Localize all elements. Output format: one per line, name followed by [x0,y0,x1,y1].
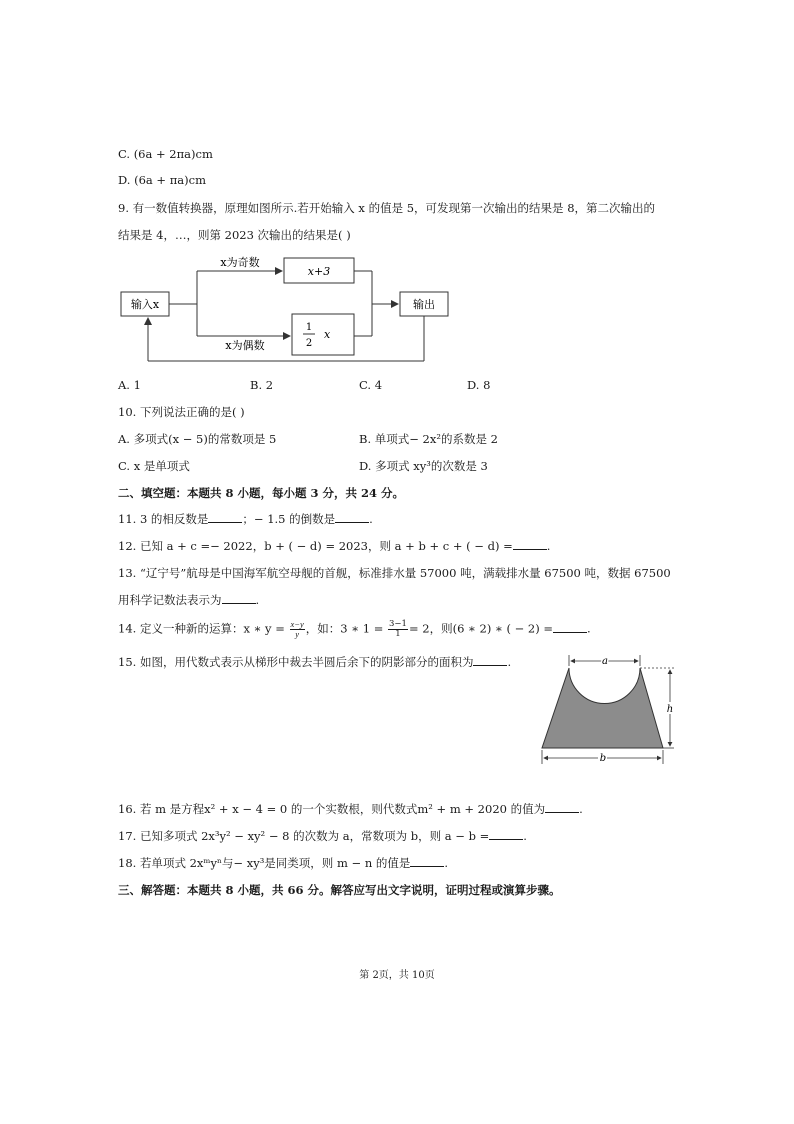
q11-blank-2 [335,512,369,523]
q11-part-a: 11. 3 的相反数是 [118,512,209,526]
q18-blank [410,856,444,867]
q18-part-a: 18. 若单项式 2xᵐyⁿ与− xy³是同类项，则 m − n 的值是 [118,856,411,870]
output-label: 输出 [413,298,435,311]
q17-blank [489,829,523,840]
q14 [118,620,591,639]
q16-part-a: 16. 若 m 是方程x² + x − 4 = 0 的一个实数根，则代数式m² + m + 2020 的值为 [118,802,546,816]
q15-trapezoid-figure [536,652,686,770]
half-variable: x [324,328,331,341]
q14-part-a: 14. 定义一种新的运算：x ∗ y = [118,621,285,636]
q10-option-b: B. 单项式− 2x²的系数是 2 [359,432,498,446]
half-denominator: 2 [305,338,313,349]
label-a: a [602,656,608,667]
q13-part-a: 用科学记数法表示为 [118,593,222,607]
q16 [118,801,583,817]
q15-part-b: . [507,655,512,669]
q14-fraction-1: $\frac{x-y}{y}$ [290,619,304,639]
q9-option-d: D. 8 [467,378,491,392]
q9-stem-line2: 结果是 4，…，则第 2023 次输出的结果是( ) [118,228,351,242]
q16-part-b: . [579,802,583,816]
q13-blank [222,593,256,604]
q18-part-b: . [444,856,449,870]
q15 [118,654,511,670]
q13-line1: 13. “辽宁号”航母是中国海军航空母舰的首舰，标准排水量 57000 吨，满载排水量 67500 吨，数据 67500 [118,566,671,580]
page-footer: 第 2页，共 10页 [359,970,435,981]
even-label: x为偶数 [225,339,265,352]
half-box [292,314,354,355]
q14-part-c: = 2，则(6 ∗ 2) ∗ ( − 2) = [408,621,553,636]
q18 [118,855,448,871]
q11-part-c: . [369,512,373,526]
q12 [118,538,550,554]
q12-part-a: 12. 已知 a + c =− 2022，b + ( − d) = 2023，则 a + b + c + ( − d) = [118,539,513,553]
q9-option-a: A. 1 [118,378,141,392]
input-label: 输入x [130,298,160,311]
odd-label: x为奇数 [220,256,260,269]
q10-option-c: C. x 是单项式 [118,459,190,473]
q17-part-b: . [523,829,527,843]
q8-option-d: D. (6a + πa)cm [118,173,206,187]
q10-option-d: D. 多项式 xy³的次数是 3 [359,459,488,473]
label-b: b [599,753,607,764]
q13-line2 [118,592,259,608]
q17-part-a: 17. 已知多项式 2x³y² − xy² − 8 的次数为 a，常数项为 b，则 a − b = [118,829,490,843]
q16-blank [545,802,579,813]
q12-blank [513,539,547,550]
q10-option-a: A. 多项式(x − 5)的常数项是 5 [118,432,277,446]
label-h: h [666,704,674,715]
q9-stem-line1: 9. 有一数值转换器，原理如图所示.若开始输入 x 的值是 5，可发现第一次输出的结果是 8，第二次输出的 [118,201,656,215]
q14-fraction-2: $\frac{3-1}{1}$ [389,619,407,639]
q9-option-c: C. 4 [359,378,383,392]
q10-stem: 10. 下列说法正确的是( ) [118,405,245,419]
plus3-label: x+3 [307,265,331,278]
q14-part-b: ，如：3 ∗ 1 = [305,621,384,636]
q11-blank-1 [208,512,242,523]
half-numerator: 1 [305,322,313,333]
q15-blank [473,655,507,666]
q12-part-b: . [546,539,551,553]
q8-option-c: C. (6a + 2πa)cm [118,147,213,161]
shaded-region [542,668,663,748]
q15-part-a: 15. 如图，用代数式表示从梯形中裁去半圆后余下的阴影部分的面积为 [118,655,474,669]
q13-part-b: . [255,593,260,607]
q11-part-b: ；− 1.5 的倒数是 [242,512,336,526]
q9-flow-diagram [118,250,458,368]
section2-heading: 二、填空题：本题共 8 小题，每小题 3 分，共 24 分。 [118,486,405,500]
q14-part-d: . [586,621,591,636]
q9-option-b: B. 2 [250,378,274,392]
q17 [118,828,527,844]
q14-blank [553,622,587,633]
q11 [118,511,373,527]
section3-heading: 三、解答题：本题共 8 小题，共 66 分。解答应写出文字说明，证明过程或演算步骤。 [118,883,561,897]
